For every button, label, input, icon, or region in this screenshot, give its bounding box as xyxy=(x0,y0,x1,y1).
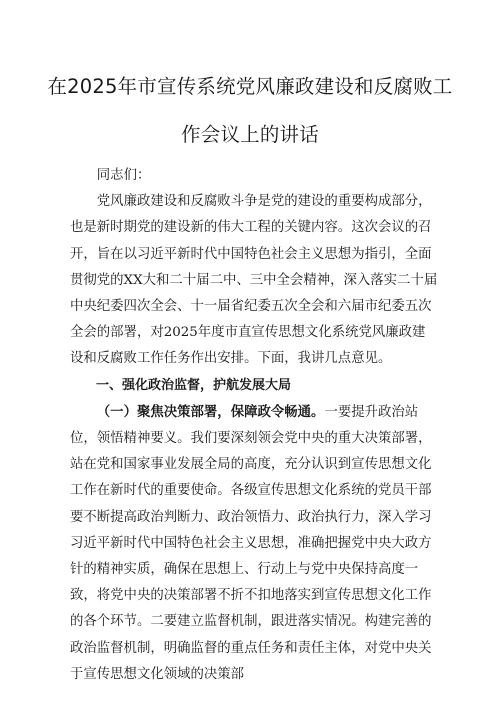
subsection-1-paragraph xyxy=(70,399,438,688)
intro-paragraph: 党风廉政建设和反腐败斗争是党的建设的重要构成部分，也是新时期党的建设新的伟大工程的关键内容。这次会议的召开，旨在以习近平新时代中国特色社会主义思想为指引，全面贯彻党的XX大和二十届二中、三中全会精神，深入落实二十届中央纪委四次全会、十一届省纪委五次全会和六届市纪委五次全会的部署，对2025年度市直宣传思想文化系统党风廉政建设和反腐败工作任务作出安排。下面，我讲几点意见。 xyxy=(70,194,438,367)
subsection-1-text: 一要提升政治站位，领悟精神要义。我们要深刻领会党中央的重大决策部署，站在党和国家事业发展全局的高度，充分认识到宣传思想文化工作在新时代的重要使命。各级宣传思想文化系统的党员干部要不断提高政治判断力、政治领悟力、政治执行力，深入学习习近平新时代中国特色社会主义思想，准确把握党中央大政方针的精神实质，确保在思想上、行动上与党中央保持高度一致，将党中央的决策部署不折不扣地落实到宣传思想文化工作的各个环节。二要建立监督机制，跟进落实情况。构建完善的政治监督机制，明确监督的重点任务和责任主体，对党中央关于宣传思想文化领域的决策部 xyxy=(70,404,432,682)
document-body xyxy=(70,163,438,688)
salutation: 同志们： xyxy=(96,168,151,183)
section-1-heading: 一、强化政治监督，护航发展大局 xyxy=(96,377,292,393)
document-title-line-2: 作会议上的讲话 xyxy=(181,123,319,146)
subsection-1-heading: （一）聚焦决策部署，保障政令畅通。 xyxy=(96,403,325,420)
document-title-line-1: 在2025年市宣传系统党风廉政建设和反腐败工 xyxy=(47,75,453,98)
